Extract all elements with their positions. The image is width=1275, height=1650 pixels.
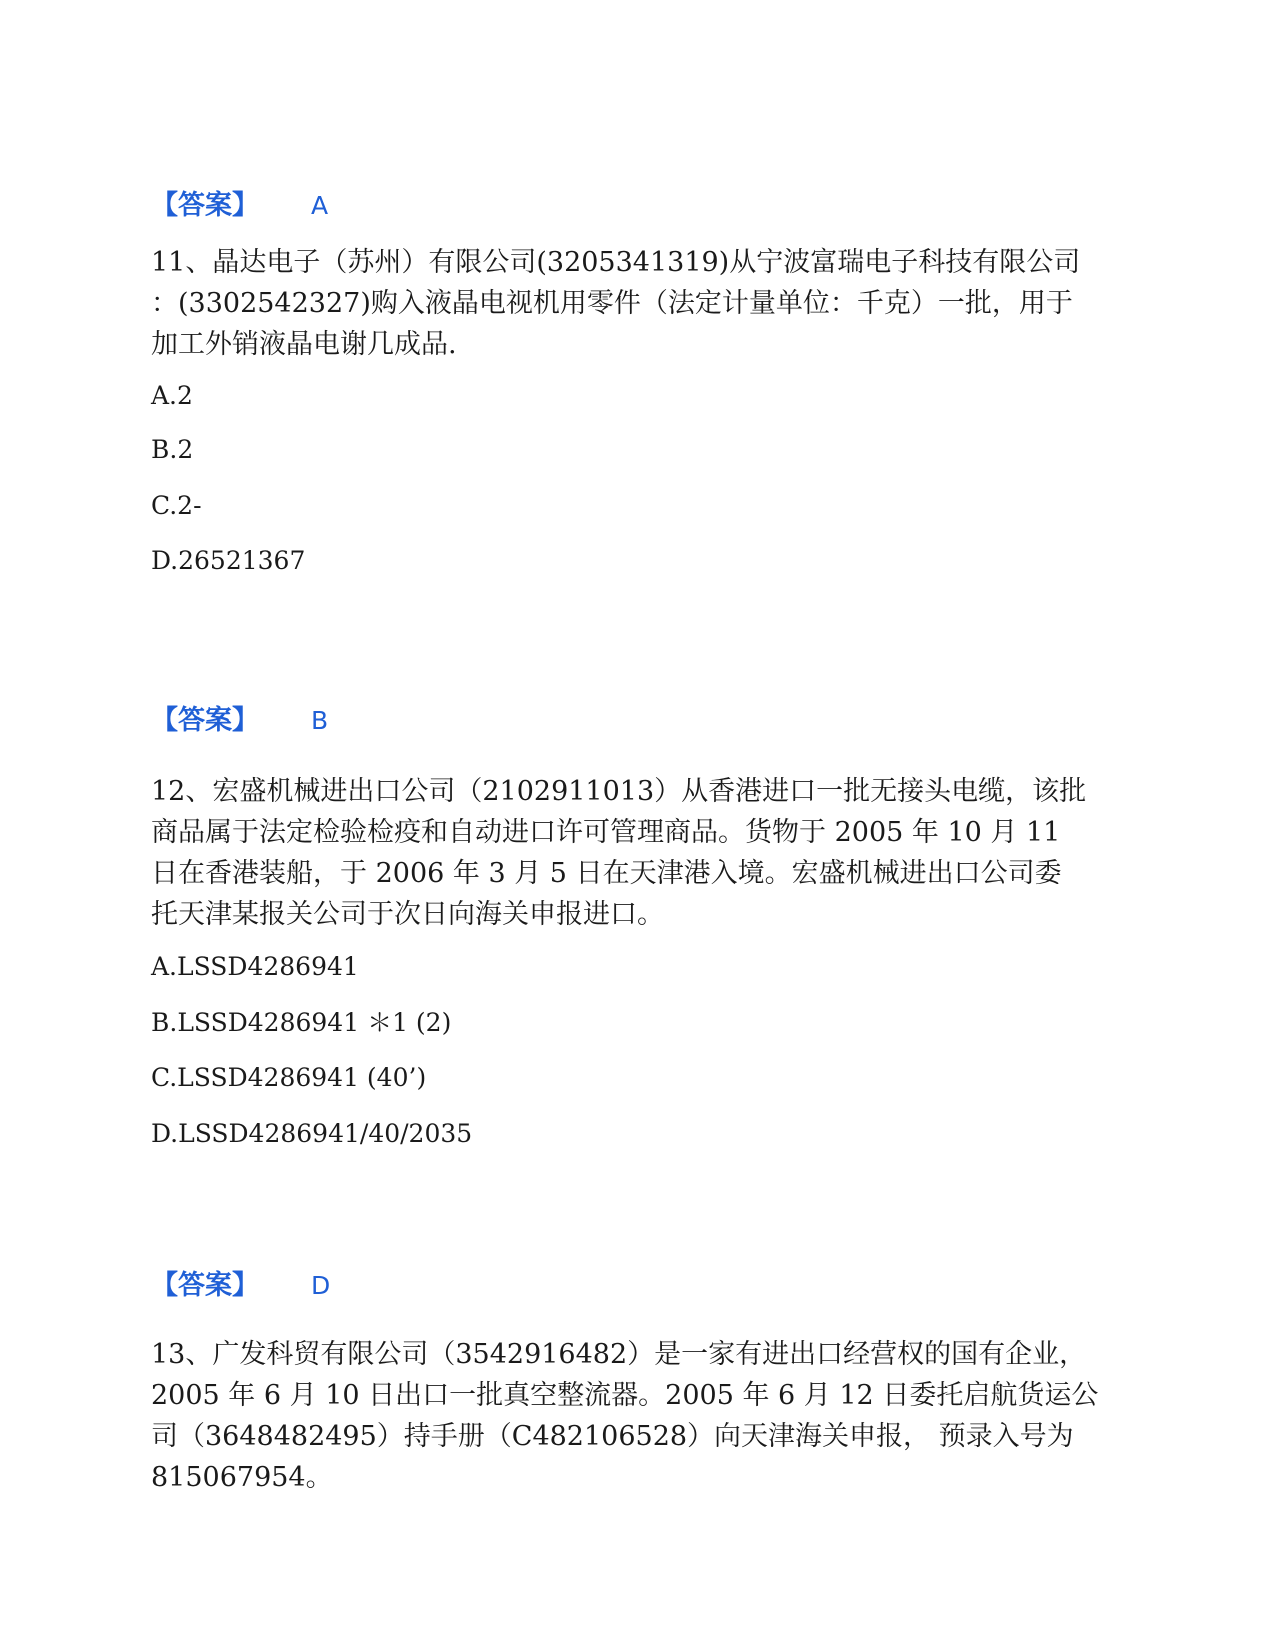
answer-line-1 (151, 188, 328, 224)
question-line: 11、晶达电子（苏州）有限公司(3205341319)从宁波富瑞电子科技有限公司 (151, 247, 1081, 278)
option-a: A.LSSD4286941 (151, 952, 359, 981)
answer-line-2 (151, 703, 328, 739)
question-line: 日在香港装船，于 2006 年 3 月 5 日在天津港入境。宏盛机械进出口公司委 (151, 858, 1062, 889)
option-d: D.26521367 (151, 546, 306, 575)
option-b: B.LSSD4286941 ＊1 (2) (151, 1008, 452, 1037)
question-line: 12、宏盛机械进出口公司（2102911013）从香港进口一批无接头电缆，该批 (151, 776, 1087, 807)
answer-line-3 (151, 1268, 330, 1304)
option-b: B.2 (151, 435, 194, 464)
question-line: 13、广发科贸有限公司（3542916482）是一家有进出口经营权的国有企业， (151, 1339, 1087, 1370)
question-11 (151, 242, 1111, 365)
answer-value: D (311, 1271, 331, 1300)
answer-label: 【答案】 (151, 190, 259, 221)
question-line: 商品属于法定检验检疫和自动进口许可管理商品。货物于 2005 年 10 月 11 (151, 817, 1061, 848)
question-line: 815067954。 (151, 1462, 333, 1493)
answer-value: B (311, 706, 329, 735)
question-line: 司（3648482495）持手册（C482106528）向天津海关申报， 预录入号为 (151, 1421, 1074, 1452)
option-c: C.LSSD4286941 (40’) (151, 1063, 427, 1092)
option-d: D.LSSD4286941/40/2035 (151, 1119, 473, 1148)
question-line: ：(3302542327)购入液晶电视机用零件（法定计量单位：千克）一批，用于 (151, 288, 1073, 319)
option-a: A.2 (151, 381, 193, 410)
answer-label: 【答案】 (151, 1270, 259, 1301)
question-line: 2005 年 6 月 10 日出口一批真空整流器。2005 年 6 月 12 日委托启航货运公 (151, 1380, 1099, 1411)
question-line: 托天津某报关公司于次日向海关申报进口。 (151, 899, 664, 930)
answer-value: A (311, 191, 329, 220)
question-13 (151, 1334, 1111, 1498)
question-line: 加工外销液晶电谢几成品. (151, 329, 457, 360)
answer-label: 【答案】 (151, 705, 259, 736)
option-c: C.2- (151, 491, 202, 520)
question-12 (151, 771, 1111, 935)
